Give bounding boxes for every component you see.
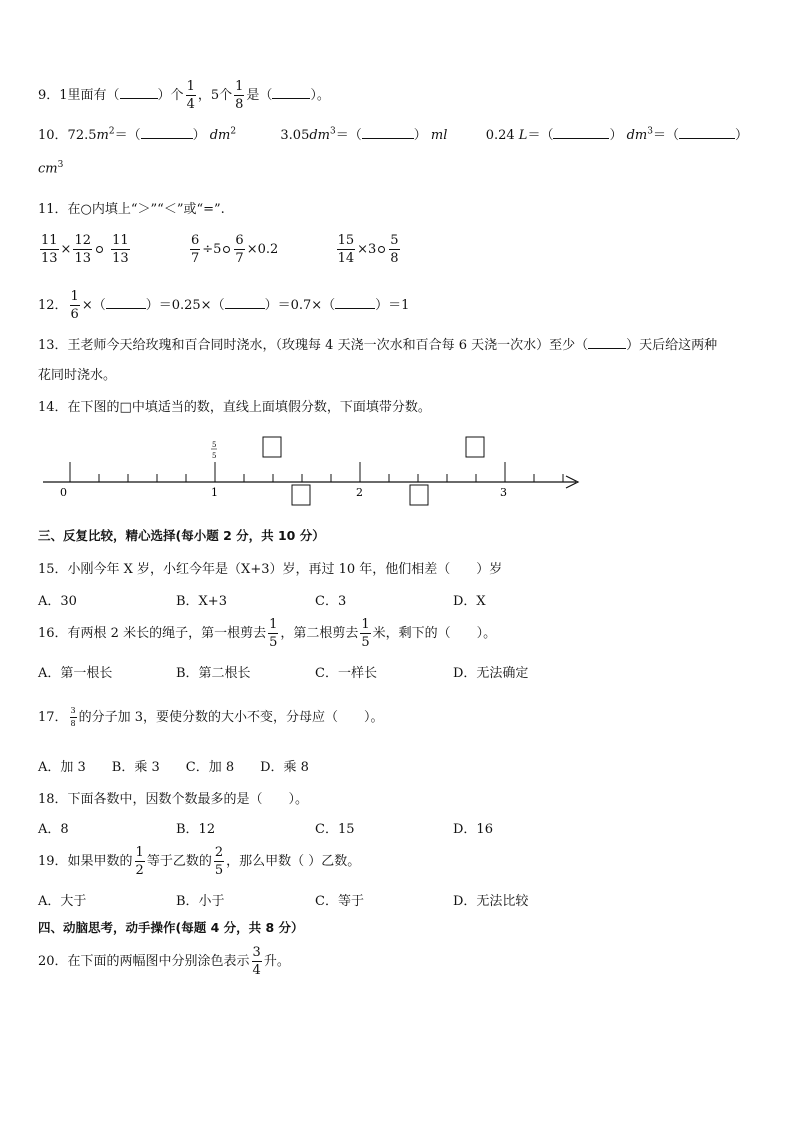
fraction: $\frac{1}{4}$ [186,79,195,112]
q18-option-c[interactable]: C．15 [315,822,355,837]
q18-option-b[interactable]: B．12 [176,822,216,837]
question-11: 11．在○内填上“＞”“＜”或“=”. [38,202,225,217]
compare-circle[interactable] [378,246,385,253]
tick-label-3: 3 [500,486,507,499]
answer-blank[interactable] [225,296,265,309]
fraction: $\frac{1}{8}$ [235,79,244,112]
tick-label-0: 0 [60,486,67,499]
answer-box[interactable] [466,437,484,457]
answer-box[interactable] [292,485,310,505]
answer-blank[interactable] [141,126,193,139]
answer-box[interactable] [410,485,428,505]
section-4-title: 四、动脑思考，动手操作(每题 4 分，共 8 分） [38,920,304,935]
q16-option-d[interactable]: D．无法确定 [453,666,529,681]
q18-option-a[interactable]: A．8 [38,822,69,837]
question-13-cont: 花同时浇水。 [38,368,117,383]
question-20: 20．在下面的两幅图中分别涂色表示 $\frac{3}{4}$ 升。 [38,945,290,978]
frac-label-num: 5 [212,441,217,449]
question-12: 12． $\frac{1}{6}$ ×（ ）＝0.25×（ ）＝0.7×（ ）＝1 [38,289,410,322]
compare-circle[interactable] [223,246,230,253]
q19-option-b[interactable]: B．小于 [176,894,225,909]
question-11-exprs: $\frac{11}{13}$ × $\frac{12}{13}$ $\frac{11}{13}$ $\frac{6}{7}$ ÷5 $\frac{6}{7}$ ×0.2 $\frac{15}{14}$ ×3 $\frac{5}{8}$ [41,233,399,266]
answer-blank[interactable] [362,126,414,139]
q16-option-b[interactable]: B．第二根长 [176,666,251,681]
answer-blank[interactable] [553,126,609,139]
tick-label-1: 1 [211,486,218,499]
question-14: 14．在下图的□中填适当的数，直线上面填假分数，下面填带分数。 [38,400,431,415]
q19-option-c[interactable]: C．等于 [315,894,364,909]
q19-option-d[interactable]: D．无法比较 [453,894,529,909]
answer-blank[interactable] [272,86,310,99]
question-10-unit: $cm^3$ [38,160,64,177]
section-3-title: 三、反复比较，精心选择(每小题 2 分，共 10 分） [38,528,325,543]
answer-box[interactable] [263,437,281,457]
answer-blank[interactable] [679,126,735,139]
answer-blank[interactable] [335,296,375,309]
q15-option-d[interactable]: D．X [453,594,486,609]
question-18: 18．下面各数中，因数个数最多的是（ ）。 [38,792,309,807]
q16-option-c[interactable]: C．一样长 [315,666,377,681]
question-10: 10．$72.5m^2=$（ ） $dm^2$ $3.05dm^3=$（ ） ml 0.24 L＝（ ） $dm^3=$（ ） [38,126,749,143]
q15-option-a[interactable]: A．30 [38,594,77,609]
question-15: 15．小刚今年 X 岁，小红今年是（X+3）岁，再过 10 年，他们相差（ ）岁 [38,562,503,577]
compare-circle[interactable] [96,246,103,253]
question-19: 19．如果甲数的 $\frac{1}{2}$ 等于乙数的 $\frac{2}{5}$ ，那么甲数（ ）乙数。 [38,845,361,878]
answer-blank[interactable] [588,336,626,349]
question-9: 9．1里面有（ ）个 $\frac{1}{4}$ ，5个 $\frac{1}{8}$ 是（ ）。 [38,79,330,112]
question-16: 16．有两根 2 米长的绳子，第一根剪去 $\frac{1}{5}$ ，第二根剪去 $\frac{1}{5}$ 米，剩下的（ ）。 [38,617,497,650]
number-line [38,428,598,513]
q18-option-d[interactable]: D．16 [453,822,493,837]
q17-options[interactable]: A．加 3 B．乘 3 C．加 8 D．乘 8 [38,760,309,775]
tick-label-2: 2 [356,486,363,499]
answer-blank[interactable] [120,86,158,99]
q15-option-c[interactable]: C．3 [315,594,347,609]
answer-blank[interactable] [106,296,146,309]
q16-option-a[interactable]: A．第一根长 [38,666,113,681]
frac-label-den: 5 [212,452,217,460]
q19-option-a[interactable]: A．大于 [38,894,87,909]
question-13: 13．王老师今天给玫瑰和百合同时浇水，（玫瑰每 4 天浇一次水和百合每 6 天浇一次水）至少（ ）天后给这两种 [38,338,718,353]
question-17: 17． $\frac{3}{8}$ 的分子加 3，要使分数的大小不变，分母应（ ）。 [38,706,384,728]
q15-option-b[interactable]: B．X+3 [176,594,227,609]
